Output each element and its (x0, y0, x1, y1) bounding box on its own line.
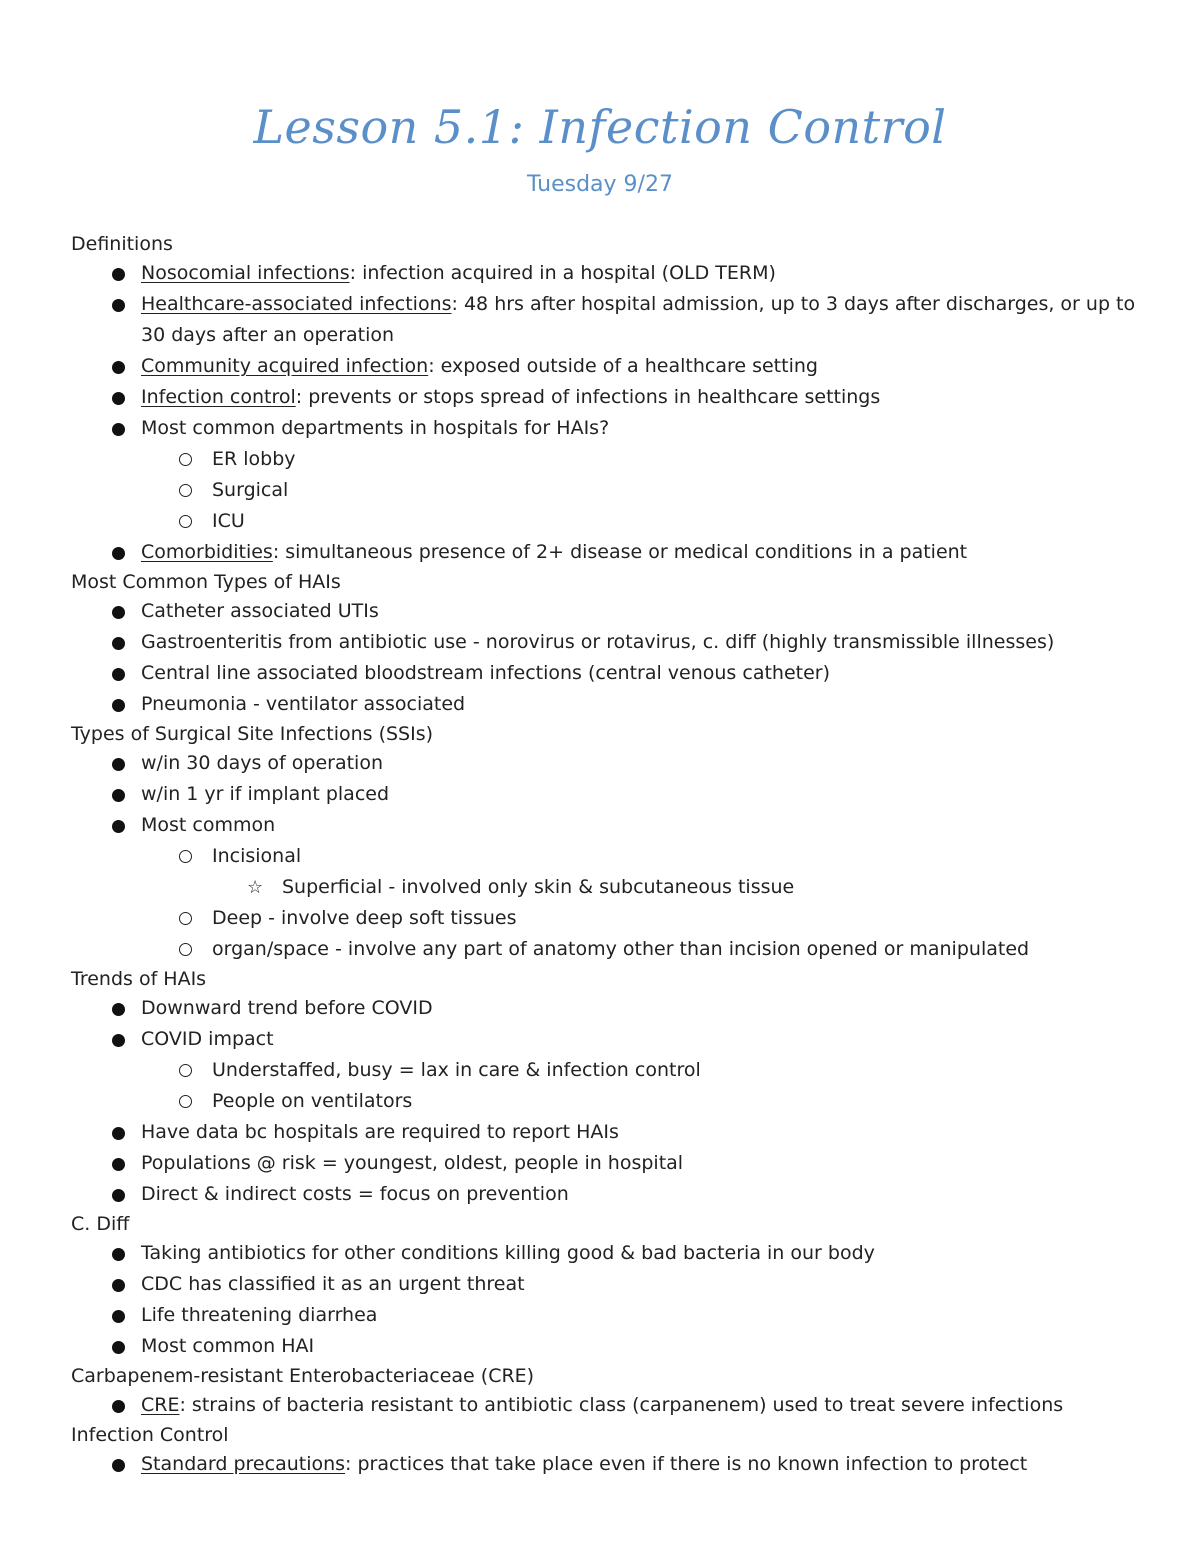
star-list-item: ☆ Superficial - involved only skin & subcutaneous tissue (71, 872, 1151, 903)
sub-list-item: Incisional (71, 841, 1151, 872)
definition: : practices that take place even if there is no known infection to protect (345, 1453, 1028, 1475)
cre-list (71, 1390, 1151, 1421)
infection-control-list (71, 1449, 1151, 1480)
term: Healthcare-associated infections (141, 293, 452, 315)
term: Nosocomial infections (141, 262, 350, 284)
section-heading-ssi: Types of Surgical Site Infections (SSIs) (71, 723, 434, 745)
list-item: Direct & indirect costs = focus on prevention (71, 1179, 1151, 1210)
list-item (71, 1449, 1151, 1480)
term: CRE (141, 1394, 180, 1416)
page-date: Tuesday 9/27 (527, 172, 673, 197)
sub-list-item: Surgical (71, 475, 1151, 506)
list-item: Downward trend before COVID (71, 993, 1151, 1024)
list-item: COVID impact (71, 1024, 1151, 1055)
definition: : simultaneous presence of 2+ disease or medical conditions in a patient (272, 541, 968, 563)
list-item: w/in 1 yr if implant placed (71, 779, 1151, 810)
list-item (71, 289, 1151, 351)
list-item: Populations @ risk = youngest, oldest, people in hospital (71, 1148, 1151, 1179)
definition: : 48 hrs after hospital admission, up to 3 days after discharges, or up to 30 days after an operation (141, 293, 1136, 346)
list-item: Taking antibiotics for other conditions killing good & bad bacteria in our body (71, 1238, 1151, 1269)
notes-body (71, 230, 1151, 1480)
list-item (71, 1390, 1151, 1421)
list-item: CDC has classified it as an urgent threat (71, 1269, 1151, 1300)
list-item: w/in 30 days of operation (71, 748, 1151, 779)
sub-list-item: organ/space - involve any part of anatomy other than incision opened or manipulated (71, 934, 1151, 965)
term: Infection control (141, 386, 296, 408)
list-item (71, 382, 1151, 413)
sub-list-item: ER lobby (71, 444, 1151, 475)
list-item: Most common departments in hospitals for HAIs? (71, 413, 1151, 444)
section-heading-infection-control: Infection Control (71, 1424, 229, 1446)
definition: : exposed outside of a healthcare setting (428, 355, 818, 377)
definition: : strains of bacteria resistant to antibiotic class (carpanenem) used to treat severe infections (179, 1394, 1064, 1416)
term: Comorbidities (141, 541, 273, 563)
sub-list-item: Understaffed, busy = lax in care & infection control (71, 1055, 1151, 1086)
definitions-list (71, 258, 1151, 568)
list-item: Most common (71, 810, 1151, 841)
list-item (71, 537, 1151, 568)
types-list (71, 596, 1151, 720)
term: Community acquired infection (141, 355, 429, 377)
section-heading-cre: Carbapenem-resistant Enterobacteriaceae (CRE) (71, 1365, 535, 1387)
section-heading-definitions: Definitions (71, 233, 173, 255)
list-item: Gastroenteritis from antibiotic use - norovirus or rotavirus, c. diff (highly transmissible illnesses) (71, 627, 1151, 658)
sub-list-item: ICU (71, 506, 1151, 537)
list-item (71, 351, 1151, 382)
definition: : prevents or stops spread of infections in healthcare settings (295, 386, 881, 408)
list-item: Central line associated bloodstream infections (central venous catheter) (71, 658, 1151, 689)
list-item: Life threatening diarrhea (71, 1300, 1151, 1331)
section-heading-cdiff: C. Diff (71, 1213, 130, 1235)
list-item (71, 258, 1151, 289)
term: Standard precautions (141, 1453, 346, 1475)
cdiff-list (71, 1238, 1151, 1362)
list-item: Pneumonia - ventilator associated (71, 689, 1151, 720)
ssi-list (71, 748, 1151, 965)
list-item: Have data bc hospitals are required to report HAIs (71, 1117, 1151, 1148)
definition: : infection acquired in a hospital (OLD TERM) (349, 262, 776, 284)
trends-list (71, 993, 1151, 1210)
page-title: Lesson 5.1: Infection Control (253, 100, 947, 154)
sub-list-item: Deep - involve deep soft tissues (71, 903, 1151, 934)
list-item: Catheter associated UTIs (71, 596, 1151, 627)
list-item: Most common HAI (71, 1331, 1151, 1362)
sub-list-item: People on ventilators (71, 1086, 1151, 1117)
section-heading-types: Most Common Types of HAIs (71, 571, 341, 593)
section-heading-trends: Trends of HAIs (71, 968, 207, 990)
